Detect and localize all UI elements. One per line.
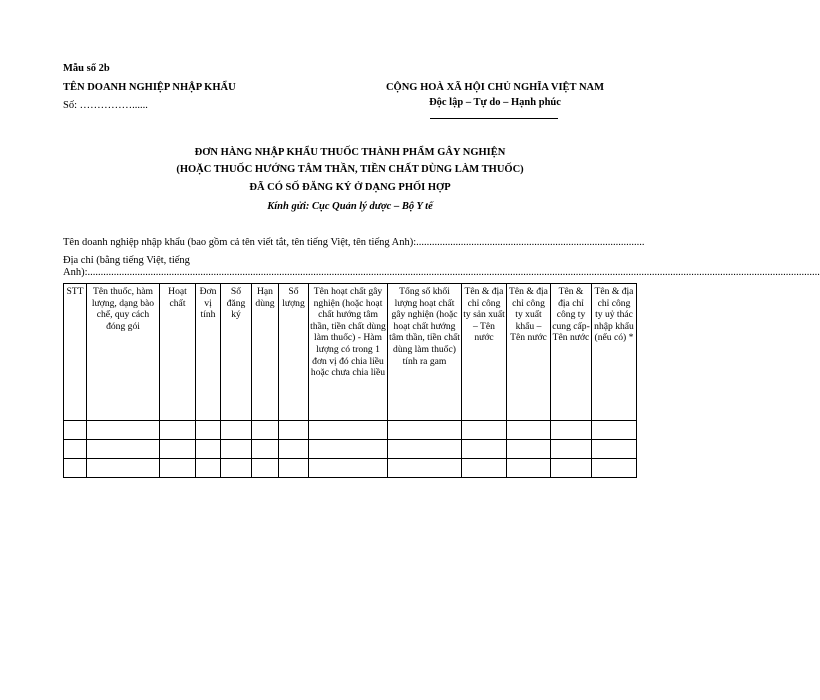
document-title-line-1: ĐƠN HÀNG NHẬP KHẨU THUỐC THÀNH PHẨM GÂY NGHIỆN [194,147,506,158]
document-title-line-3: ĐÃ CÓ SỐ ĐĂNG KÝ Ở DẠNG PHỐI HỢP [249,182,451,193]
motto-underline [430,118,558,119]
table-header-row [64,284,637,421]
header-supplier: Tên & địa chỉ công ty cung cấp- Tên nước [551,284,592,421]
table-cell[interactable] [507,459,551,478]
table-cell[interactable] [462,421,507,440]
national-motto: Độc lập – Tự do – Hạnh phúc [429,97,561,108]
table-row [64,459,637,478]
table-cell[interactable] [87,440,160,459]
header-expiry: Hạn dùng [252,284,279,421]
header-manufacturer: Tên & địa chỉ công ty sản xuất – Tên nước [462,284,507,421]
company-name-field: Tên doanh nghiệp nhập khẩu (bao gồm cả tên viết tắt, tên tiếng Việt, tên tiếng Anh):....................................................................................... [63,237,645,248]
header-exporter: Tên & địa chỉ công ty xuất khẩu – Tên nước [507,284,551,421]
table-cell[interactable] [551,459,592,478]
table-cell[interactable] [388,421,462,440]
table-cell[interactable] [551,421,592,440]
table-cell[interactable] [592,459,637,478]
table-cell[interactable] [592,440,637,459]
table-cell[interactable] [279,421,309,440]
header-quantity: Số lượng [279,284,309,421]
table-row [64,440,637,459]
document-title-line-2: (HOẶC THUỐC HƯỚNG TÂM THẦN, TIỀN CHẤT DÙNG LÀM THUỐC) [176,164,524,175]
table-cell[interactable] [64,421,87,440]
header-narcotic-ingredient: Tên hoạt chất gây nghiện (hoặc hoạt chất hướng tâm thần, tiền chất dùng làm thuốc) - Hàm lượng có trong 1 đơn vị đó chia liều hoặc chưa chia liều [309,284,388,421]
table-cell[interactable] [388,459,462,478]
table-cell[interactable] [309,440,388,459]
table-cell[interactable] [507,440,551,459]
header-active-ingredient: Hoạt chất [160,284,196,421]
header-unit: Đơn vị tính [196,284,221,421]
table-cell[interactable] [160,459,196,478]
table-cell[interactable] [551,440,592,459]
table-cell[interactable] [196,459,221,478]
table-cell[interactable] [221,459,252,478]
table-cell[interactable] [309,459,388,478]
form-code: Mẫu số 2b [63,63,110,74]
header-registration-number: Số đăng ký [221,284,252,421]
table-cell[interactable] [64,440,87,459]
address-field-continuation: Anh):....................................................................................................................................................................................................................................................................................... [63,267,820,278]
table-row [64,421,637,440]
table-cell[interactable] [592,421,637,440]
document-number: Số: ……………...... [63,100,148,111]
table-cell[interactable] [221,440,252,459]
table-cell[interactable] [196,421,221,440]
table-cell[interactable] [279,459,309,478]
org-name: TÊN DOANH NGHIỆP NHẬP KHẨU [63,82,236,93]
table-cell[interactable] [462,440,507,459]
header-stt: STT [64,284,87,421]
table-cell[interactable] [462,459,507,478]
address-field-label: Địa chỉ (bằng tiếng Việt, tiếng [63,255,190,266]
recipient-line: Kính gửi: Cục Quản lý dược – Bộ Y tế [267,201,433,212]
table-cell[interactable] [160,440,196,459]
table-cell[interactable] [309,421,388,440]
table-cell[interactable] [87,421,160,440]
order-table [63,283,637,478]
table-cell[interactable] [252,421,279,440]
table-cell[interactable] [388,440,462,459]
country-title: CỘNG HOÀ XÃ HỘI CHỦ NGHĨA VIỆT NAM [385,82,605,93]
table-cell[interactable] [279,440,309,459]
table-cell[interactable] [252,459,279,478]
table-cell[interactable] [87,459,160,478]
table-cell[interactable] [64,459,87,478]
table-cell[interactable] [196,440,221,459]
table-cell[interactable] [252,440,279,459]
table-cell[interactable] [160,421,196,440]
header-drug-name: Tên thuốc, hàm lượng, dạng bào chế, quy cách đóng gói [87,284,160,421]
header-total-mass: Tổng số khối lượng hoạt chất gây nghiện (hoặc hoạt chất hướng tâm thần, tiền chất dùng làm thuốc) tính ra gam [388,284,462,421]
table-cell[interactable] [507,421,551,440]
header-entrusting-importer: Tên & địa chỉ công ty uỷ thác nhập khẩu (nếu có) * [592,284,637,421]
table-cell[interactable] [221,421,252,440]
